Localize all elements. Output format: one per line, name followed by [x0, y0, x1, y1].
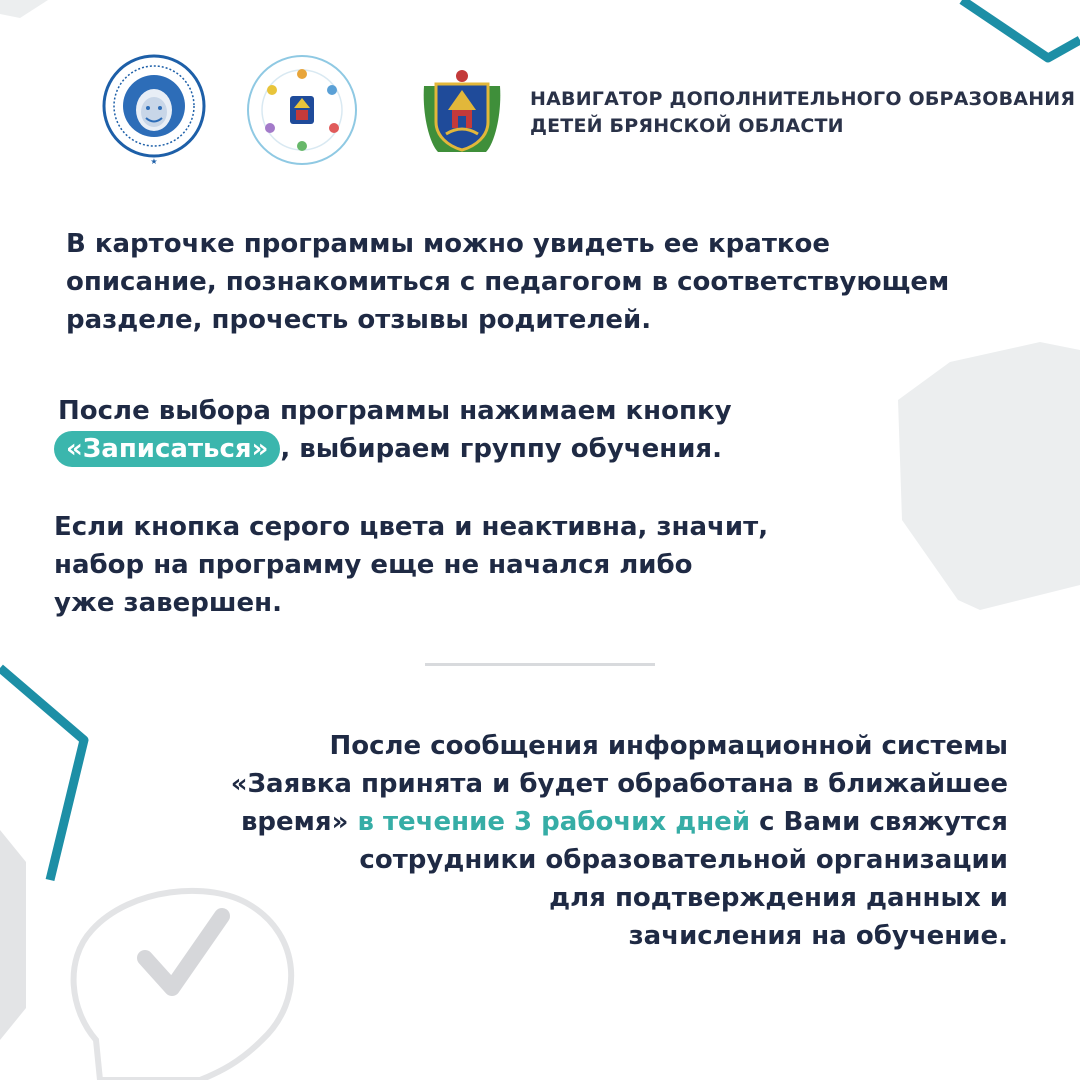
paragraph4-line-6: зачисления на обучение.	[628, 921, 1008, 951]
paragraph3-line-3: уже завершен.	[54, 588, 282, 618]
paragraph3-line-1: Если кнопка серого цвета и неактивна, значит,	[54, 512, 769, 542]
paragraph4-line-2: «Заявка принята и будет обработана в ближайшее	[230, 769, 1008, 799]
paragraph1-line-1: В карточке программы можно увидеть ее краткое	[66, 229, 831, 259]
header-title	[530, 86, 1076, 140]
paragraph3-line-2: набор на программу еще не начался либо	[54, 550, 693, 580]
header-title-line-1: НАВИГАТОР ДОПОЛНИТЕЛЬНОГО ОБРАЗОВАНИЯ	[530, 88, 1076, 110]
paragraph4-line-4: сотрудники образовательной организации	[359, 845, 1008, 875]
svg-text:★: ★	[150, 157, 158, 166]
decor-left-hexagon	[0, 830, 26, 1040]
decor-top-right-frame	[962, 0, 1080, 58]
paragraph2-line-2	[58, 430, 1018, 468]
palace-gagarin-logo	[100, 52, 208, 170]
enroll-button-highlight: «Записаться»	[54, 431, 280, 467]
paragraph4-line-5: для подтверждения данных и	[549, 883, 1008, 913]
paragraph4-line-3	[108, 803, 1008, 841]
program-card-paragraph	[66, 225, 1026, 339]
paragraph4-line-3-start: время»	[240, 807, 349, 837]
decor-top-left-shape	[0, 0, 48, 18]
enroll-instruction-paragraph	[58, 392, 1018, 468]
header-title-line-2: ДЕТЕЙ БРЯНСКОЙ ОБЛАСТИ	[530, 115, 844, 137]
paragraph2-line-2-rest: , выбираем группу обучения.	[280, 434, 723, 464]
response-time-highlight: в течение 3 рабочих дней	[357, 807, 751, 837]
application-accepted-paragraph	[108, 727, 1008, 955]
paragraph1-line-3: разделе, прочесть отзывы родителей.	[66, 305, 652, 335]
inactive-button-paragraph	[54, 508, 954, 622]
paragraph1-line-2: описание, познакомиться с педагогом в соответствующем	[66, 267, 950, 297]
paragraph4-line-3-end: с Вами свяжутся	[759, 807, 1008, 837]
paragraph2-line-1: После выбора программы нажимаем кнопку	[58, 396, 732, 426]
section-divider	[425, 663, 655, 666]
paragraph4-line-1: После сообщения информационной системы	[329, 731, 1008, 761]
regional-model-center-logo	[242, 50, 362, 170]
bryansk-coat-of-arms	[416, 66, 508, 158]
